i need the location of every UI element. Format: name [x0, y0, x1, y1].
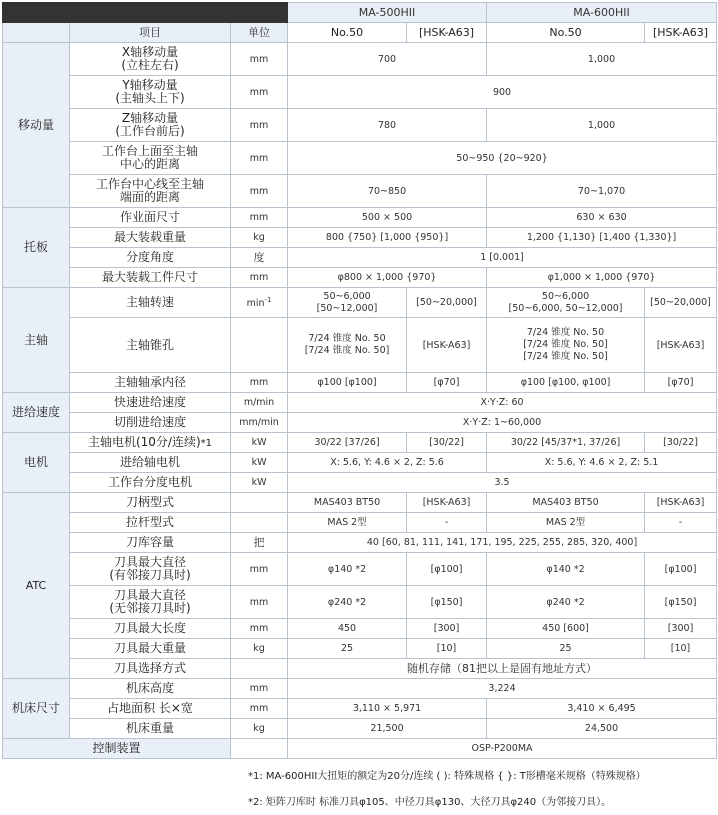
unit-min-inverse: $\min^{-1}$ [231, 288, 288, 318]
table-row: 主轴轴承内径 mm φ100 [φ100] [φ70] φ100 [φ100, φ100] [φ70] [3, 373, 717, 393]
table-row: Y轴移动量 (主轴头上下) mm 900 [3, 76, 717, 109]
header-row-spec [3, 23, 717, 43]
category-feed: 进给速度 [3, 393, 70, 433]
table-row: 主轴锥孔 7/24 锥度 No. 50 [7/24 锥度 No. 50] [HSK-A63] 7/24 锥度 No. 50 [7/24 锥度 No. 50] [7/24 锥度 No. 50] [HSK-A63] [3, 318, 717, 373]
table-row: Z轴移动量 (工作台前后) mm 780 1,000 [3, 109, 717, 142]
category-atc: ATC [3, 493, 70, 679]
item-label: X轴移动量 (立柱左右) [70, 43, 231, 76]
item-label: 工作台中心线至主轴 端面的距离 [70, 175, 231, 208]
control-label: 控制装置 [3, 739, 231, 759]
table-row: 刀具最大直径 (有邻接刀具时) mm φ140 *2 [φ100] φ140 *2 [φ100] [3, 553, 717, 586]
header-row-models [3, 3, 717, 23]
table-row: 工作台上面至主轴 中心的距离 mm 50~950 {20~920} [3, 142, 717, 175]
table-row: 机床尺寸 机床高度 mm 3,224 [3, 679, 717, 699]
table-row: ATC 刀柄型式 MAS403 BT50 [HSK-A63] MAS403 BT50 [HSK-A63] [3, 493, 717, 513]
item-label: Z轴移动量 (工作台前后) [70, 109, 231, 142]
table-row: 机床重量 kg 21,500 24,500 [3, 719, 717, 739]
category-motor: 电机 [3, 433, 70, 493]
table-row: 主轴 主轴转速 $\min^{-1}$ 50~6,000 [50~12,000] [50~20,000] 50~6,000 [50~6,000, 50~12,000] [50~20,000] [3, 288, 717, 318]
table-row: 最大装载重量 kg 800 {750} [1,000 {950}] 1,200 {1,130} [1,400 {1,330}] [3, 228, 717, 248]
table-row: 移动量 X轴移动量 (立柱左右) mm 700 1,000 [3, 43, 717, 76]
table-row: 拉杆型式 MAS 2型 - MAS 2型 - [3, 513, 717, 533]
model-ma500: MA-500HII [288, 3, 487, 23]
footnote-2: *2: 矩阵刀库时 标准刀具φ105、中径刀具φ130、大径刀具φ240（为邻接刀具）。 [248, 797, 612, 808]
header-no50-500: No.50 [288, 23, 407, 43]
category-machine: 机床尺寸 [3, 679, 70, 739]
table-row: 托板 作业面尺寸 mm 500 × 500 630 × 630 [3, 208, 717, 228]
header-hsk-600: [HSK-A63] [645, 23, 717, 43]
table-row: 刀具选择方式 随机存储（81把以上是固有地址方式） [3, 659, 717, 679]
table-row: 工作台分度电机 kW 3.5 [3, 473, 717, 493]
category-travel: 移动量 [3, 43, 70, 208]
table-row: 工作台中心线至主轴 端面的距离 mm 70~850 70~1,070 [3, 175, 717, 208]
table-row: 刀库容量 把 40 [60, 81, 111, 141, 171, 195, 225, 255, 285, 320, 400] [3, 533, 717, 553]
table-row: 进给轴电机 kW X: 5.6, Y: 4.6 × 2, Z: 5.6 X: 5.6, Y: 4.6 × 2, Z: 5.1 [3, 453, 717, 473]
item-label: 工作台上面至主轴 中心的距离 [70, 142, 231, 175]
table-row: 分度角度 度 1 [0.001] [3, 248, 717, 268]
table-row: 刀具最大重量 kg 25 [10] 25 [10] [3, 639, 717, 659]
table-row: 刀具最大长度 mm 450 [300] 450 [600] [300] [3, 619, 717, 639]
table-row: 最大装载工件尺寸 mm φ800 × 1,000 {970} φ1,000 × 1,000 {970} [3, 268, 717, 288]
table-row: 刀具最大直径 (无邻接刀具时) mm φ240 *2 [φ150] φ240 *2 [φ150] [3, 586, 717, 619]
category-pallet: 托板 [3, 208, 70, 288]
table-row: 切削进给速度 mm/min X·Y·Z: 1~60,000 [3, 413, 717, 433]
table-row: 控制装置 OSP-P200MA [3, 739, 717, 759]
table-row: 占地面积 长×宽 mm 3,110 × 5,971 3,410 × 6,495 [3, 699, 717, 719]
header-corner [3, 3, 288, 23]
item-label: Y轴移动量 (主轴头上下) [70, 76, 231, 109]
footnote-1: *1: MA-600HII大扭矩的额定为20分/连续 ( ): 特殊规格 { }: T形槽毫米规格（特殊规格） [248, 771, 646, 782]
table-row: 电机 主轴电机(10分/连续)*1 kW 30/22 [37/26] [30/22] 30/22 [45/37*1, 37/26] [30/22] [3, 433, 717, 453]
category-spindle: 主轴 [3, 288, 70, 393]
header-item: 项目 [70, 23, 231, 43]
header-hsk-500: [HSK-A63] [407, 23, 487, 43]
model-ma600: MA-600HII [487, 3, 717, 23]
table-row: 进给速度 快速进给速度 m/min X·Y·Z: 60 [3, 393, 717, 413]
header-no50-600: No.50 [487, 23, 645, 43]
header-unit: 单位 [231, 23, 288, 43]
spec-table [2, 2, 717, 759]
